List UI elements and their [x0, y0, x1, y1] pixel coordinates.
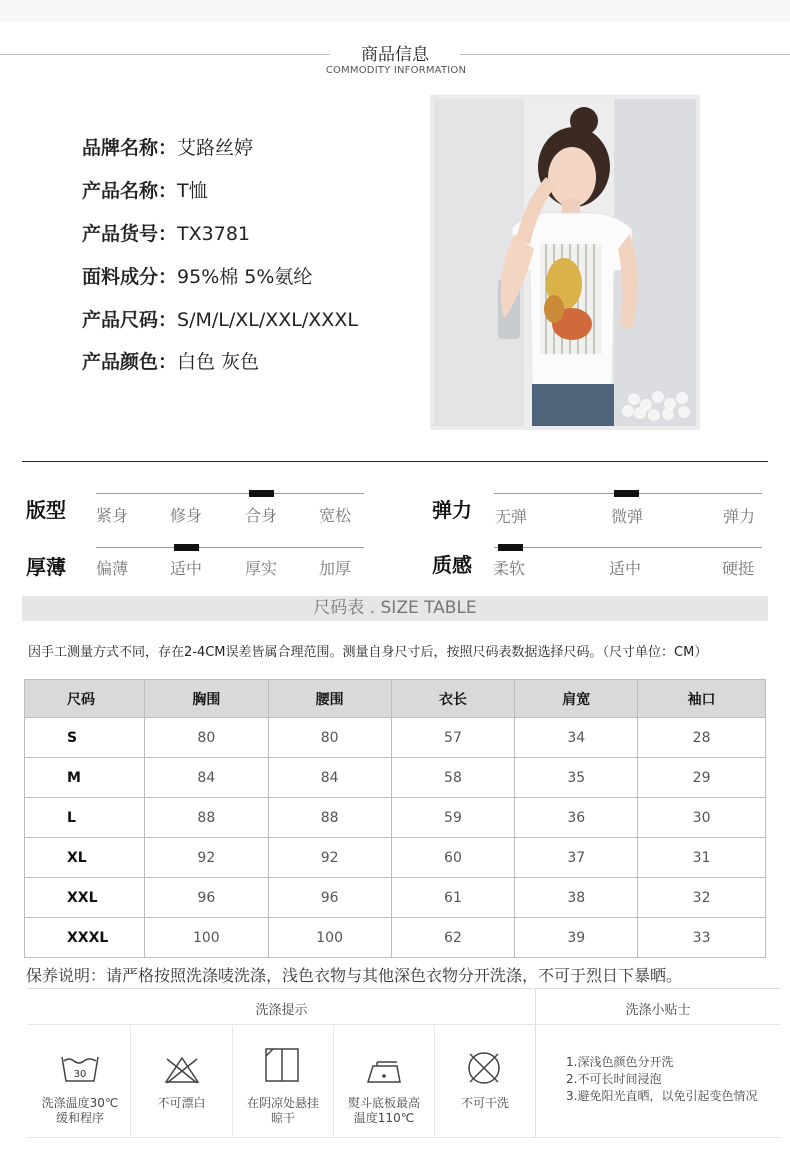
- header-divider-right: [460, 54, 790, 55]
- iron-icon: [365, 1060, 403, 1088]
- scale-fit-marker: [249, 490, 274, 497]
- wash-30-icon: [60, 1053, 100, 1089]
- header-divider-left: [0, 54, 330, 55]
- column-header: 尺码: [25, 680, 145, 718]
- size-table-band: [22, 596, 768, 621]
- scale-fit-title: 版型: [26, 498, 66, 522]
- table-cell: M: [25, 758, 145, 798]
- table-cell: 92: [144, 838, 268, 878]
- table-cell: 100: [144, 918, 268, 958]
- scale-texture-marker: [498, 544, 523, 551]
- scale-texture-title: 质感: [432, 553, 472, 577]
- wash-bottom-border: [28, 1137, 780, 1138]
- table-row: [25, 718, 766, 758]
- wash-tip: 2.不可长时间浸泡: [566, 1072, 662, 1086]
- table-cell: 88: [144, 798, 268, 838]
- table-cell: 34: [515, 718, 638, 758]
- no-dry-clean-icon: [466, 1050, 502, 1090]
- column-header: 腰围: [268, 680, 391, 718]
- scales-divider: [22, 461, 768, 462]
- table-cell: 36: [515, 798, 638, 838]
- table-cell: 57: [391, 718, 515, 758]
- table-cell: 59: [391, 798, 515, 838]
- table-cell: 29: [638, 758, 766, 798]
- table-cell: XL: [25, 838, 145, 878]
- wash-top-border: [28, 988, 780, 989]
- scale-thickness-title: 厚薄: [26, 555, 66, 579]
- scale-fit-option: 修身: [170, 506, 203, 525]
- wash-head-divider: [28, 1024, 780, 1025]
- care-instructions: 保养说明：请严格按照洗涤唛洗涤，浅色衣物与其他深色衣物分开洗涤，不可于烈日下暴晒。: [26, 966, 683, 985]
- scale-texture-option: 硬挺: [722, 559, 755, 578]
- table-cell: 61: [391, 878, 515, 918]
- scale-thickness-option: 适中: [170, 559, 203, 578]
- table-cell: 39: [515, 918, 638, 958]
- measurement-note: 因手工测量方式不同，存在2-4CM误差皆属合理范围。测量自身尺寸后，按照尺码表数据选择尺码。（尺寸单位：CM）: [28, 645, 708, 660]
- table-cell: 84: [144, 758, 268, 798]
- section-title: 商品信息: [361, 45, 429, 65]
- table-cell: 92: [268, 838, 391, 878]
- top-band: [0, 0, 790, 22]
- table-row: [25, 878, 766, 918]
- scale-fit-option: 紧身: [96, 506, 129, 525]
- svg-text:30: 30: [73, 1069, 87, 1080]
- table-cell: S: [25, 718, 145, 758]
- line-dry-shade-icon: [264, 1047, 300, 1087]
- table-cell: 58: [391, 758, 515, 798]
- info-item-number: 产品货号：TX3781: [82, 223, 250, 245]
- scale-thickness-track: [96, 547, 364, 548]
- wash-tip: 3.避免阳光直晒，以免引起变色情况: [566, 1089, 758, 1103]
- scale-texture-track: [494, 547, 762, 548]
- product-photo: [430, 95, 700, 430]
- scale-texture-option: 适中: [609, 559, 642, 578]
- wash-tip: 1.深浅色颜色分开洗: [566, 1055, 674, 1069]
- scale-elasticity-option: 微弹: [611, 507, 644, 526]
- wash-head-label: 洗涤提示: [255, 1003, 308, 1018]
- info-colors: 产品颜色：白色 灰色: [82, 351, 260, 373]
- table-cell: XXXL: [25, 918, 145, 958]
- table-cell: 80: [144, 718, 268, 758]
- scale-elasticity-option: 弹力: [723, 507, 756, 526]
- no-dry-clean-label: 不可干洗: [460, 1096, 509, 1110]
- table-row: [25, 838, 766, 878]
- column-header: 衣长: [391, 680, 515, 718]
- table-cell: 32: [638, 878, 766, 918]
- no-bleach-label: 不可漂白: [157, 1096, 206, 1110]
- scale-thickness-option: 厚实: [245, 559, 278, 578]
- tips-head-label: 洗涤小贴士: [625, 1003, 691, 1018]
- table-cell: 88: [268, 798, 391, 838]
- no-bleach-icon: [163, 1055, 201, 1089]
- size-table: [24, 679, 766, 958]
- iron-label: 熨斗底板最高 温度110℃: [347, 1096, 420, 1125]
- icon-cell-divider: [434, 1026, 435, 1136]
- scale-thickness-marker: [174, 544, 199, 551]
- table-cell: 100: [268, 918, 391, 958]
- table-cell: 62: [391, 918, 515, 958]
- model-illustration: [434, 99, 696, 426]
- wash-30-label: 洗涤温度30℃ 缓和程序: [41, 1096, 119, 1125]
- table-header-row: [25, 680, 766, 718]
- column-header: 肩宽: [515, 680, 638, 718]
- scale-fit-option: 宽松: [319, 506, 352, 525]
- table-cell: 33: [638, 918, 766, 958]
- scale-fit-option: 合身: [245, 506, 278, 525]
- info-product-name: 产品名称：T恤: [82, 180, 208, 202]
- table-cell: 80: [268, 718, 391, 758]
- table-cell: 60: [391, 838, 515, 878]
- scale-thickness-option: 偏薄: [96, 559, 129, 578]
- table-cell: XXL: [25, 878, 145, 918]
- info-fabric: 面料成分：95%棉 5%氨纶: [82, 266, 313, 288]
- section-subtitle: COMMODITY INFORMATION: [325, 65, 467, 76]
- scale-texture-option: 柔软: [493, 559, 526, 578]
- table-cell: 84: [268, 758, 391, 798]
- column-header: 袖口: [638, 680, 766, 718]
- table-cell: 28: [638, 718, 766, 758]
- icon-cell-divider: [130, 1026, 131, 1136]
- info-brand: 品牌名称：艾路丝婷: [82, 137, 254, 159]
- line-dry-shade-label: 在阴凉处悬挂 晾干: [246, 1096, 319, 1125]
- table-cell: 30: [638, 798, 766, 838]
- table-row: [25, 798, 766, 838]
- info-sizes: 产品尺码：S/M/L/XL/XXL/XXXL: [82, 309, 358, 331]
- table-row: [25, 918, 766, 958]
- table-cell: 96: [268, 878, 391, 918]
- table-cell: 96: [144, 878, 268, 918]
- table-cell: 38: [515, 878, 638, 918]
- column-header: 胸围: [144, 680, 268, 718]
- scale-elasticity-option: 无弹: [495, 507, 528, 526]
- scale-fit-track: [96, 493, 364, 494]
- size-table-title: 尺码表 . SIZE TABLE: [313, 598, 477, 618]
- scale-thickness-option: 加厚: [319, 559, 352, 578]
- table-row: [25, 758, 766, 798]
- table-cell: L: [25, 798, 145, 838]
- table-cell: 35: [515, 758, 638, 798]
- table-cell: 31: [638, 838, 766, 878]
- scale-elasticity-marker: [614, 490, 639, 497]
- table-cell: 37: [515, 838, 638, 878]
- scale-elasticity-title: 弹力: [432, 498, 472, 522]
